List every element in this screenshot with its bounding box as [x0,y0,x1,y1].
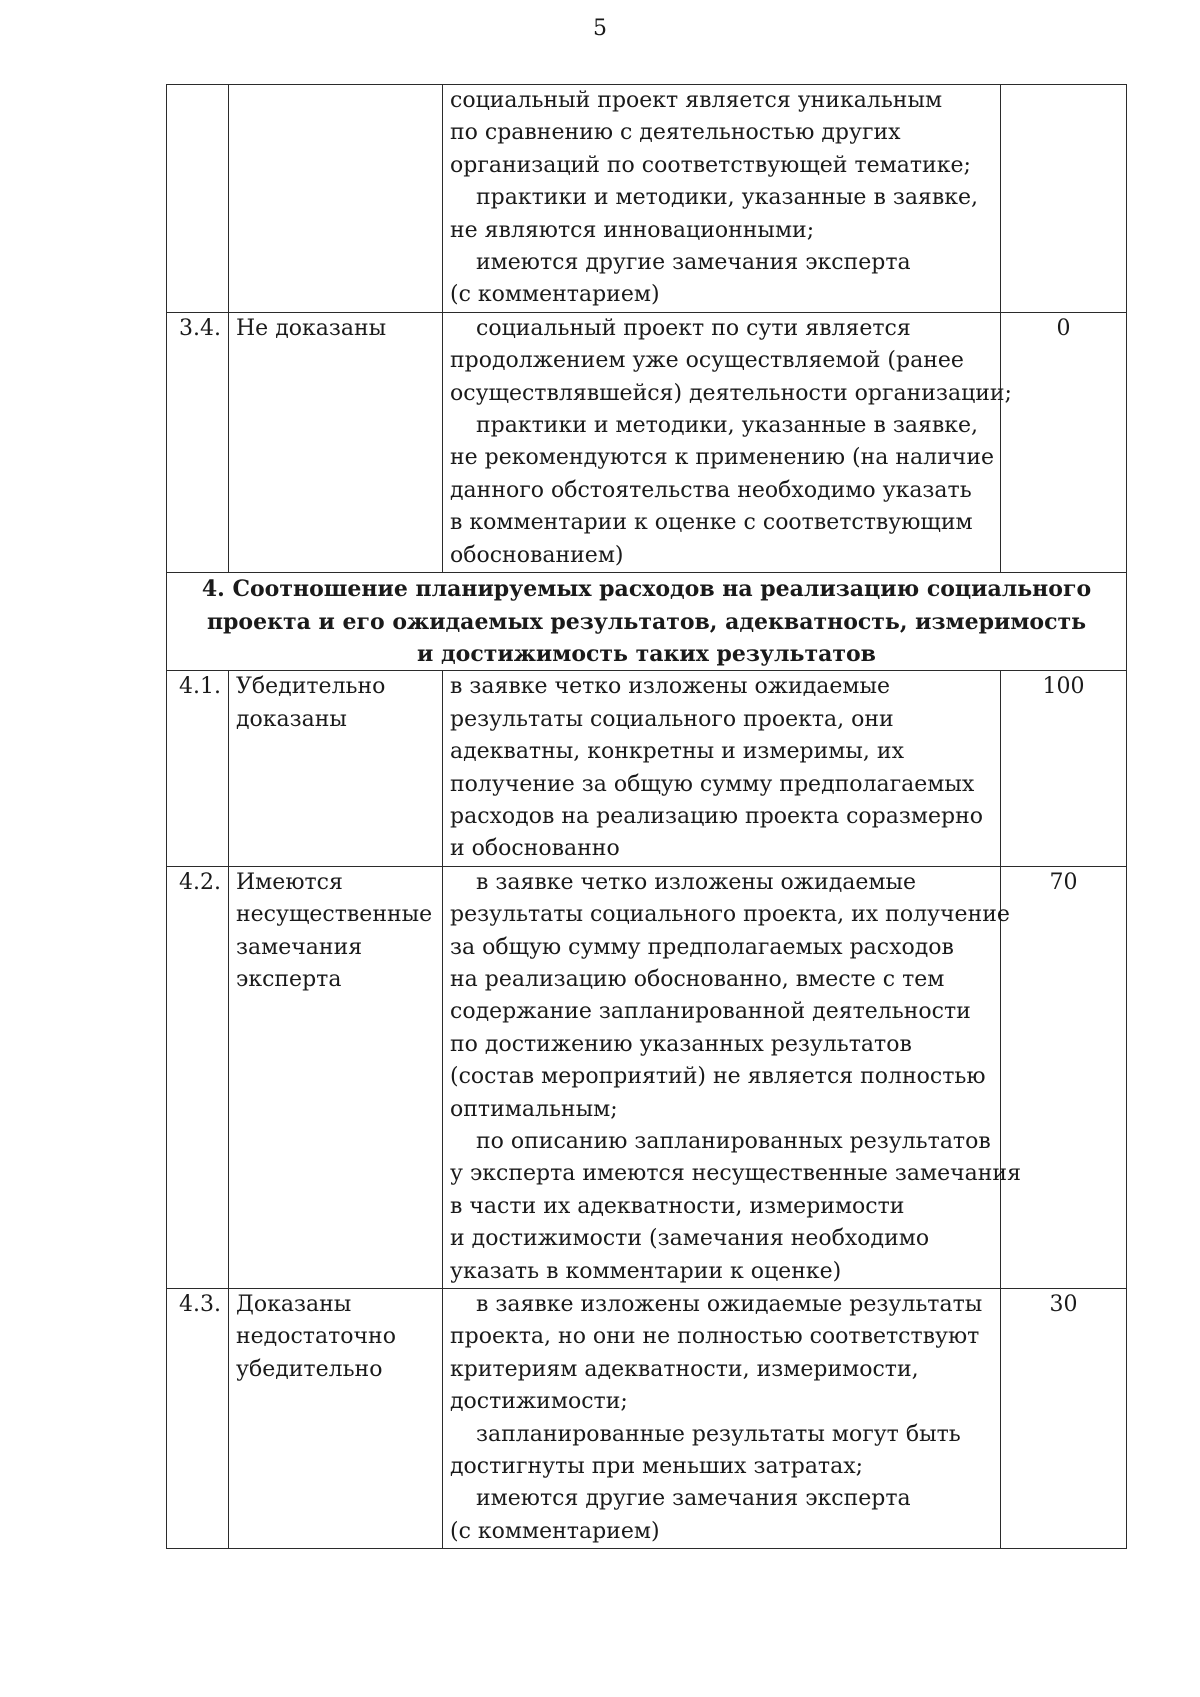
criterion-name-line: несущественные [236,902,433,928]
criteria-table [166,84,1127,1549]
criterion-number: 4.1. [167,671,229,866]
criterion-score: 0 [1001,312,1127,572]
description-line: адекватны, конкретны и измеримы, их [450,739,904,765]
criterion-number: 4.3. [167,1289,229,1549]
criterion-number: 4.2. [167,866,229,1288]
description-line: достигнуты при меньших затратах; [450,1454,864,1480]
description-line: (с комментарием) [450,1518,660,1544]
description-line: социальный проект по сути является [476,315,911,341]
description-line: не рекомендуются к применению (на наличие [450,445,995,471]
criterion-number: 3.4. [167,312,229,572]
criteria-row [167,312,1127,572]
criterion-name [229,85,443,313]
description-line: расходов на реализацию проекта соразмерно [450,803,983,829]
criterion-name-line: Доказаны [236,1292,352,1318]
description-line: проекта, но они не полностью соответствуют [450,1324,980,1350]
description-line: на реализацию обоснованно, вместе с тем [450,966,945,992]
description-line: социальный проект является уникальным [450,88,943,113]
description-line: запланированные результаты могут быть [476,1421,961,1447]
criterion-name-line: убедительно [236,1356,383,1382]
description-line: осуществлявшейся) деятельности организации; [450,380,1012,406]
section-title-line: и достижимость таких результатов [417,640,876,667]
criterion-name [229,1289,443,1549]
criteria-row [167,1289,1127,1549]
criterion-description [443,1289,1001,1549]
criterion-name-line: Убедительно [236,674,386,700]
description-line: и обоснованно [450,836,620,862]
criteria-row [167,671,1127,866]
criterion-score: 70 [1001,866,1127,1288]
section-header-row [167,573,1127,671]
criterion-name-line: эксперта [236,966,342,992]
description-line: получение за общую сумму предполагаемых [450,771,975,797]
description-line: результаты социального проекта, их получение [450,902,1010,928]
criteria-row [167,866,1127,1288]
page-number: 5 [593,16,607,41]
description-line: за общую сумму предполагаемых расходов [450,934,954,960]
criteria-table-body [167,85,1127,1549]
criterion-name [229,671,443,866]
description-line: оптимальным; [450,1096,618,1122]
description-line: в части их адекватности, измеримости [450,1193,905,1219]
description-line: в заявке четко изложены ожидаемые [476,869,917,895]
section-title-line: 4. Соотношение планируемых расходов на реализацию социального [201,576,1092,603]
description-line: практики и методики, указанные в заявке, [476,185,978,211]
description-line: в заявке четко изложены ожидаемые [450,674,891,700]
description-line: организаций по соответствующей тематике; [450,152,971,178]
description-line: данного обстоятельства необходимо указать [450,477,972,503]
description-line: в комментарии к оценке с соответствующим [450,510,973,536]
criterion-name-line: Не доказаны [236,315,387,341]
description-line: (состав мероприятий) не является полностью [450,1064,986,1090]
criterion-name [229,312,443,572]
criteria-row [167,85,1127,313]
criterion-score [1001,85,1127,313]
description-line: не являются инновационными; [450,217,815,243]
description-line: достижимости; [450,1389,628,1415]
criterion-description [443,671,1001,866]
description-line: продолжением уже осуществляемой (ранее [450,348,964,374]
description-line: результаты социального проекта, они [450,706,894,732]
description-line: и достижимости (замечания необходимо [450,1226,930,1252]
description-line: по описанию запланированных результатов [476,1129,991,1154]
description-line: у эксперта имеются несущественные замечания [450,1161,1021,1187]
criterion-description [443,85,1001,313]
criterion-score: 100 [1001,671,1127,866]
description-line: обоснованием) [450,542,624,568]
description-line: содержание запланированной деятельности [450,999,971,1025]
description-line: (с комментарием) [450,282,660,308]
criterion-name-line: Имеются [236,869,343,895]
description-line: по сравнению с деятельностью других [450,120,901,146]
description-line: имеются другие замечания эксперта [476,1486,911,1512]
description-line: имеются другие замечания эксперта [476,250,911,276]
criterion-name-line: доказаны [236,706,347,732]
criterion-name-line: замечания [236,934,363,960]
criterion-description [443,312,1012,572]
criterion-description [443,866,1021,1288]
description-line: по достижению указанных результатов [450,1031,912,1057]
description-line: критериям адекватности, измеримости, [450,1356,919,1382]
description-line: практики и методики, указанные в заявке, [476,413,978,439]
criterion-name [229,866,443,1288]
criterion-score: 30 [1001,1289,1127,1549]
criterion-number [167,85,229,313]
criterion-name-line: недостаточно [236,1324,396,1350]
description-line: в заявке изложены ожидаемые результаты [476,1292,983,1318]
description-line: указать в комментарии к оценке) [450,1258,842,1284]
section-title [167,573,1127,671]
section-title-line: проекта и его ожидаемых результатов, адекватность, измеримость [206,608,1087,635]
